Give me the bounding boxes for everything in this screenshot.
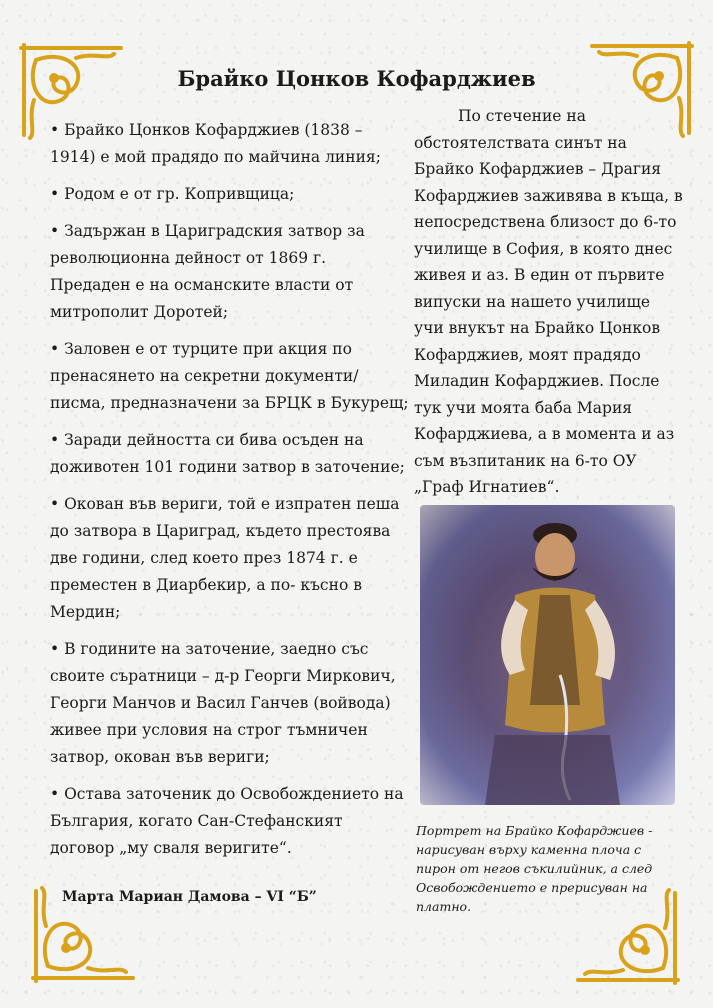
list-item: • Окован във вериги, той е изпратен пеша до затвора в Цариград, където престоява две години, след което през 1874 г. е преместен в Диарбекир, а по- късно в Мердин; [50,491,410,626]
author-signature: Марта Мариан Дамова – VI “Б” [62,889,317,905]
biography-list [50,117,410,872]
list-item: • Родом е от гр. Копривщица; [50,181,410,208]
list-item: • Остава заточеник до Освобождението на България, когато Сан-Стефанският договор „му сваля веригите“. [50,781,410,862]
list-item: • Брайко Цонков Кофарджиев (1838 – 1914) е мой прадядо по майчина линия; [50,117,410,171]
family-story [414,103,684,501]
page-title: Брайко Цонков Кофарджиев [177,66,536,91]
family-story-text: По стечение на обстоятелствата синът на Брайко Кофарджиев – Драгия Кофарджиев заживява в къща, в непосредствена близост до 6-то училище в София, в която днес живея и аз. В един от първите випуски на нашето училище учи внукът на Брайко Цонков Кофарджиев, моят прадядо Миладин Кофарджиев. После тук учи моята баба Мария Кофарджиева, а в момента и аз съм възпитаник на 6-то ОУ „Граф Игнатиев“. [414,107,683,496]
portrait-caption: Портрет на Брайко Кофарджиев - нарисуван върху каменна плоча с пирон от негов съкилийник, а след Освобождението е прерисуван на платно. [416,823,653,914]
list-item: • Заради дейността си бива осъден на доживотен 101 години затвор в заточение; [50,427,410,481]
list-item: • Заловен е от турците при акция по пренасянето на секретни документи/писма, предназначени за БРЦК в Букурещ; [50,336,410,417]
list-item: • Задържан в Цариградския затвор за революционна дейност от 1869 г. Предаден е на османските власти от митрополит Доротей; [50,218,410,326]
list-item: • В годините на заточение, заедно със своите сърaтници – д-р Георги Миркович, Георги Манчов и Васил Ганчев (войвода) живее при условия на строг тъмничен затвор, окован във вериги; [50,636,410,771]
portrait-painting [420,505,675,805]
